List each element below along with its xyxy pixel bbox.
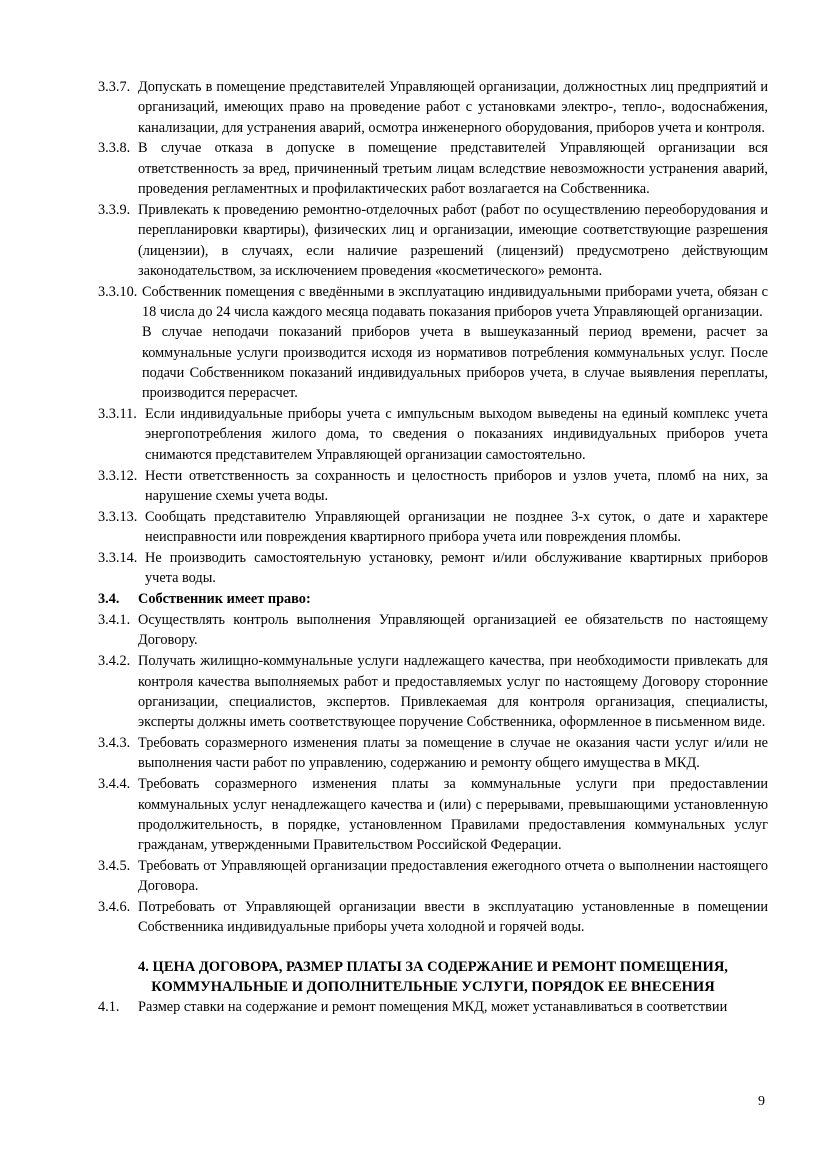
clause-text: Нести ответственность за сохранность и целостность приборов и узлов учета, пломб на них, за нарушение схемы учета воды. xyxy=(145,467,768,504)
clause-text-continued: В случае неподачи показаний приборов учета в вышеуказанный период времени, расчет за коммунальные услуги производится исходя из нормативов потребления коммунальных услуг. После подачи Собственником показаний индивидуальных приборов учета, в случае выявления переплаты, производится перерасчет. xyxy=(142,324,768,402)
clause-number: 3.4.6. xyxy=(98,899,131,916)
document-content xyxy=(98,77,768,1018)
clause-number: 3.4.3. xyxy=(98,735,131,752)
clause-3-4-6 xyxy=(98,897,768,938)
section-4-heading-line-1: 4. ЦЕНА ДОГОВОРА, РАЗМЕР ПЛАТЫ ЗА СОДЕРЖАНИЕ И РЕМОНТ ПОМЕЩЕНИЯ, xyxy=(138,958,728,975)
clause-text: Размер ставки на содержание и ремонт помещения МКД, может устанавливаться в соответствии xyxy=(138,999,728,1016)
clause-3-3-11 xyxy=(98,404,768,465)
clause-number: 3.3.9. xyxy=(98,201,131,218)
section-3-4-heading xyxy=(98,589,768,609)
clause-3-4-4 xyxy=(98,774,768,855)
clause-text: Собственник помещения с введёнными в эксплуатацию индивидуальными приборами учета, обязан с 18 числа до 24 числа каждого месяца подавать показания приборов учета Управляющей организации. xyxy=(142,283,768,321)
clause-number: 3.4.1. xyxy=(98,612,131,629)
clause-text: Допускать в помещение представителей Управляющей организации, должностных лиц предприятий и организаций, имеющих право на проведение работ с установками электро-, тепло-, водоснабжения, канализации, для устранения аварий, осмотра инженерного оборудования, приборов учета и контроля. xyxy=(138,79,768,136)
clause-number: 3.3.14. xyxy=(98,549,138,566)
clause-number: 3.3.11. xyxy=(98,406,137,423)
clause-text: Привлекать к проведению ремонтно-отделочных работ (работ по осуществлению переоборудования и перепланировки квартиры), физических лиц и организации, имеющие соответствующие разрешения (лицензии), в случаях, если наличие разрешений (лицензий) предусмотрено действующим законодательством, за исключением проведения «косметического» ремонта. xyxy=(138,201,768,279)
clause-text: Сообщать представителю Управляющей организации не позднее 3-х суток, о дате и характере неисправности или повреждения квартирного прибора учета или повреждения пломбы. xyxy=(145,508,768,546)
page-number: 9 xyxy=(758,1094,765,1109)
clause-3-3-8 xyxy=(98,138,768,199)
clause-3-3-12 xyxy=(98,466,768,507)
clause-3-3-14 xyxy=(98,548,768,589)
clause-3-3-7 xyxy=(98,77,768,138)
section-heading: Собственник имеет право: xyxy=(138,591,311,608)
clause-number: 3.3.12. xyxy=(98,467,138,484)
clause-text: Потребовать от Управляющей организации ввести в эксплуатацию установленные в помещении Собственника индивидуальные приборы учета холодной и горячей воды. xyxy=(138,899,768,936)
clause-3-3-10 xyxy=(98,282,768,404)
clause-4-1 xyxy=(98,997,768,1017)
clause-3-4-2 xyxy=(98,651,768,732)
clause-number: 3.4.4. xyxy=(98,776,131,793)
clause-3-3-13 xyxy=(98,507,768,548)
clause-3-4-3 xyxy=(98,733,768,774)
section-number: 3.4. xyxy=(98,591,120,608)
section-4-heading xyxy=(98,957,768,998)
clause-text: Не производить самостоятельную установку, ремонт и/или обслуживание квартирных приборов учета воды. xyxy=(145,549,768,587)
clause-number: 3.3.10. xyxy=(98,283,138,300)
clause-text: Требовать соразмерного изменения платы за помещение в случае не оказания части услуг и/или не выполнения части работ по управлению, содержанию и ремонту общего имущества в МКД. xyxy=(138,735,768,772)
clause-text: Требовать от Управляющей организации предоставления ежегодного отчета о выполнении настоящего Договора. xyxy=(138,858,768,895)
clause-text: В случае отказа в допуске в помещение представителей Управляющей организации вся ответственность за вред, причиненный третьим лицам вследствие невозможности устранения аварий, проведения регламентных и профилактических работ возлагается на Собственника. xyxy=(138,140,768,198)
clause-number: 4.1. xyxy=(98,999,120,1016)
section-4-heading-line-2: КОММУНАЛЬНЫЕ И ДОПОЛНИТЕЛЬНЫЕ УСЛУГИ, ПОРЯДОК ЕЕ ВНЕСЕНИЯ xyxy=(151,979,715,996)
clause-number: 3.3.7. xyxy=(98,79,131,95)
clause-text: Получать жилищно-коммунальные услуги надлежащего качества, при необходимости привлекать для контроля качества выполняемых работ и предоставляемых услуг по настоящему Договору сторонние организации, специалистов, экспертов. Привлекаемая для контроля организация, специалисты, эксперты должны иметь соответствующее поручение Собственника, оформленное в письменном виде. xyxy=(138,653,768,731)
clause-3-4-1 xyxy=(98,610,768,651)
clause-3-4-5 xyxy=(98,856,768,897)
clause-number: 3.3.8. xyxy=(98,140,131,157)
clause-number: 3.4.5. xyxy=(98,858,131,874)
clause-text: Требовать соразмерного изменения платы за коммунальные услуги при предоставлении коммунальных услуг ненадлежащего качества и (или) с перерывами, превышающими установленную продолжительность, в порядке, установленном Правилами предоставления коммунальных услуг гражданам, утвержденными Правительством Российской Федерации. xyxy=(138,776,768,854)
clause-text: Осуществлять контроль выполнения Управляющей организацией ее обязательств по настоящему Договору. xyxy=(138,612,768,649)
clause-number: 3.3.13. xyxy=(98,508,138,525)
clause-text: Если индивидуальные приборы учета с импульсным выходом выведены на единый комплекс учета энергопотребления жилого дома, то сведения о показаниях индивидуальных приборов учета снимаются представителем Управляющей организации самостоятельно. xyxy=(145,406,768,463)
clause-3-3-9 xyxy=(98,200,768,281)
clause-number: 3.4.2. xyxy=(98,653,131,670)
